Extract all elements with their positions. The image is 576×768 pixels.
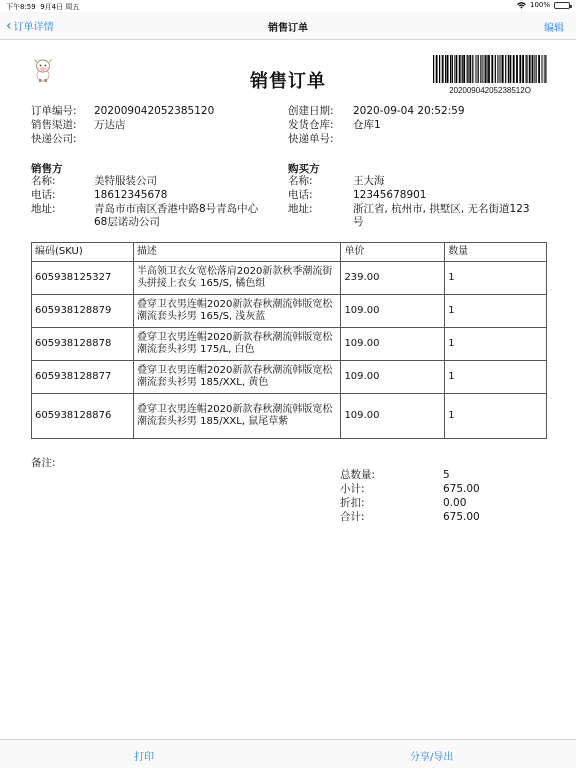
barcode-bar <box>500 55 501 83</box>
barcode-bar <box>516 55 518 83</box>
table-row <box>32 328 547 361</box>
barcode-bar <box>543 55 544 83</box>
row-price: 239.00 <box>341 262 445 295</box>
barcode-bar <box>468 55 469 83</box>
barcode-bar <box>467 55 468 83</box>
status-date: 9月4日 周五 <box>40 3 80 11</box>
subtotal-value: 675.00 <box>443 483 480 495</box>
barcode-bar <box>542 55 543 83</box>
seller-address-label: 地址: <box>31 203 56 215</box>
barcode-bar <box>495 55 496 83</box>
seller-address-line1: 青岛市市南区香港中路8号青岛中心 <box>94 203 259 215</box>
row-price: 109.00 <box>341 361 445 394</box>
barcode-bar <box>475 55 476 83</box>
row-description: 叠穿卫衣男连帽2020新款春秋潮流韩版宽松潮流套头衫男 175/L, 白色 <box>133 328 341 361</box>
grand-total-value: 675.00 <box>443 511 480 523</box>
tracking-label: 快递单号: <box>288 133 334 145</box>
barcode-bar <box>433 55 434 83</box>
buyer-address-label: 地址: <box>288 203 313 215</box>
totals-block <box>340 468 500 524</box>
row-quantity: 1 <box>445 262 547 295</box>
bottom-toolbar <box>0 739 576 768</box>
barcode-bar <box>544 55 545 83</box>
header-description: 描述 <box>133 243 341 262</box>
barcode-image <box>432 55 547 83</box>
edit-button[interactable]: 编辑 <box>544 23 564 34</box>
order-document <box>0 41 576 739</box>
back-button-label: 订单详情 <box>13 22 54 33</box>
row-description: 叠穿卫衣男连帽2020新款春秋潮流韩版宽松潮流套头衫男 165/S, 浅灰蓝 <box>133 295 341 328</box>
barcode-bar <box>534 55 535 83</box>
created-date-value: 2020-09-04 20:52:59 <box>353 105 465 117</box>
barcode-bar <box>527 55 528 83</box>
barcode-bar <box>478 55 479 83</box>
status-time: 下午8:59 9月4日 周五 <box>6 3 80 11</box>
barcode-bar <box>445 55 446 83</box>
barcode-bar <box>510 55 512 83</box>
courier-label: 快递公司: <box>31 133 77 145</box>
navigation-bar <box>0 12 576 40</box>
barcode-bar <box>472 55 473 83</box>
barcode-bar <box>508 55 509 83</box>
barcode-bar <box>480 55 481 83</box>
table-row <box>32 295 547 328</box>
barcode-bar <box>532 55 534 83</box>
barcode-bar <box>484 55 485 83</box>
warehouse-label: 发货仓库: <box>288 119 334 131</box>
row-price: 109.00 <box>341 328 445 361</box>
row-price: 109.00 <box>341 295 445 328</box>
row-description: 半高领卫衣女宽松落肩2020新款秋季潮流街头拼接上衣女 165/S, 橘色组 <box>133 262 341 295</box>
barcode-bar <box>447 55 449 83</box>
party-info <box>31 175 551 235</box>
barcode-bar <box>505 55 506 83</box>
barcode-bar <box>519 55 521 83</box>
barcode-bar <box>436 55 438 83</box>
discount-label: 折扣: <box>340 497 365 509</box>
battery-percent: 100% <box>529 1 550 9</box>
barcode-bar <box>442 55 443 83</box>
barcode-bar <box>485 55 486 83</box>
seller-name-label: 名称: <box>31 175 56 187</box>
barcode-bar <box>497 55 498 83</box>
barcode-bar <box>545 55 546 83</box>
barcode-bar <box>491 55 493 83</box>
table-row <box>32 361 547 394</box>
row-quantity: 1 <box>445 328 547 361</box>
barcode-bar <box>526 55 527 83</box>
barcode-bar <box>469 55 471 83</box>
buyer-address-line1: 浙江省, 杭州市, 拱墅区, 无名街道123 <box>353 203 530 215</box>
row-sku: 605938128877 <box>32 361 134 394</box>
row-sku: 605938125327 <box>32 262 134 295</box>
barcode-bar <box>439 55 440 83</box>
status-right <box>517 1 570 9</box>
header-price: 单价 <box>341 243 445 262</box>
barcode-bar <box>488 55 490 83</box>
seller-phone-label: 电话: <box>31 189 56 201</box>
row-description: 叠穿卫衣男连帽2020新款春秋潮流韩版宽松潮流套头衫男 185/XXL, 鼠尾草紫 <box>133 394 341 439</box>
row-description: 叠穿卫衣男连帽2020新款春秋潮流韩版宽松潮流套头衫男 185/XXL, 黄色 <box>133 361 341 394</box>
discount-value: 0.00 <box>443 497 467 509</box>
remark-label: 备注: <box>31 457 56 469</box>
wifi-icon <box>517 2 526 9</box>
table-row <box>32 394 547 439</box>
order-info <box>31 105 551 145</box>
table-header-row <box>32 243 547 262</box>
buyer-address-line2: 号 <box>353 216 364 228</box>
barcode-bar <box>536 55 537 83</box>
order-no-value: 202009042052385120 <box>94 105 215 117</box>
total-quantity-value: 5 <box>443 469 450 481</box>
document-title: 销售订单 <box>250 71 326 92</box>
barcode-bar <box>456 55 458 83</box>
barcode-bar <box>450 55 451 83</box>
barcode-bar <box>454 55 455 83</box>
seller-address-line2: 68层诺动公司 <box>94 216 160 228</box>
barcode-bar <box>459 55 461 83</box>
print-button[interactable]: 打印 <box>134 752 154 763</box>
grand-total-label: 合计: <box>340 511 365 523</box>
barcode-bar <box>463 55 465 83</box>
barcode-bar <box>477 55 478 83</box>
channel-label: 销售渠道: <box>31 119 77 131</box>
chevron-left-icon: ‹ <box>6 17 12 34</box>
seller-name-value: 美特服装公司 <box>94 175 157 187</box>
row-quantity: 1 <box>445 361 547 394</box>
row-quantity: 1 <box>445 295 547 328</box>
barcode-bar <box>486 55 487 83</box>
subtotal-row <box>340 482 500 496</box>
row-sku: 605938128878 <box>32 328 134 361</box>
barcode-bar <box>538 55 540 83</box>
buyer-heading: 购买方 <box>288 163 320 175</box>
barcode-bar <box>501 55 502 83</box>
created-date-label: 创建日期: <box>288 105 334 117</box>
barcode-bar <box>513 55 515 83</box>
buyer-phone-label: 电话: <box>288 189 313 201</box>
row-sku: 605938128879 <box>32 295 134 328</box>
buyer-name-label: 名称: <box>288 175 313 187</box>
barcode-bar <box>462 55 463 83</box>
barcode-bar <box>452 55 453 83</box>
header-sku: 编码(SKU) <box>32 243 134 262</box>
barcode-bar <box>482 55 483 83</box>
total-quantity-row <box>340 468 500 482</box>
grand-total-row <box>340 510 500 524</box>
order-no-label: 订单编号: <box>31 105 77 117</box>
table-row <box>32 262 547 295</box>
seller-phone-value: 18612345678 <box>94 189 168 201</box>
row-sku: 605938128876 <box>32 394 134 439</box>
barcode-bar <box>443 55 444 83</box>
status-bar <box>0 0 576 12</box>
share-export-button[interactable]: 分享/导出 <box>410 752 454 763</box>
barcode-bar <box>502 55 504 83</box>
channel-value: 万达店 <box>94 119 126 131</box>
barcode-bar <box>522 55 524 83</box>
row-price: 109.00 <box>341 394 445 439</box>
header-quantity: 数量 <box>445 243 547 262</box>
buyer-phone-value: 12345678901 <box>353 189 427 201</box>
seller-heading: 销售方 <box>31 163 63 175</box>
barcode-number: 20200904205238512O <box>449 86 531 95</box>
warehouse-value: 仓库1 <box>353 119 381 131</box>
subtotal-label: 小计: <box>340 483 365 495</box>
barcode-bar <box>529 55 531 83</box>
items-table <box>31 242 547 439</box>
row-quantity: 1 <box>445 394 547 439</box>
battery-icon <box>554 2 570 9</box>
discount-row <box>340 496 500 510</box>
buyer-name-value: 王大海 <box>353 175 385 187</box>
total-quantity-label: 总数量: <box>340 469 376 481</box>
barcode-bar <box>499 55 500 83</box>
nav-title: 销售订单 <box>268 23 308 34</box>
